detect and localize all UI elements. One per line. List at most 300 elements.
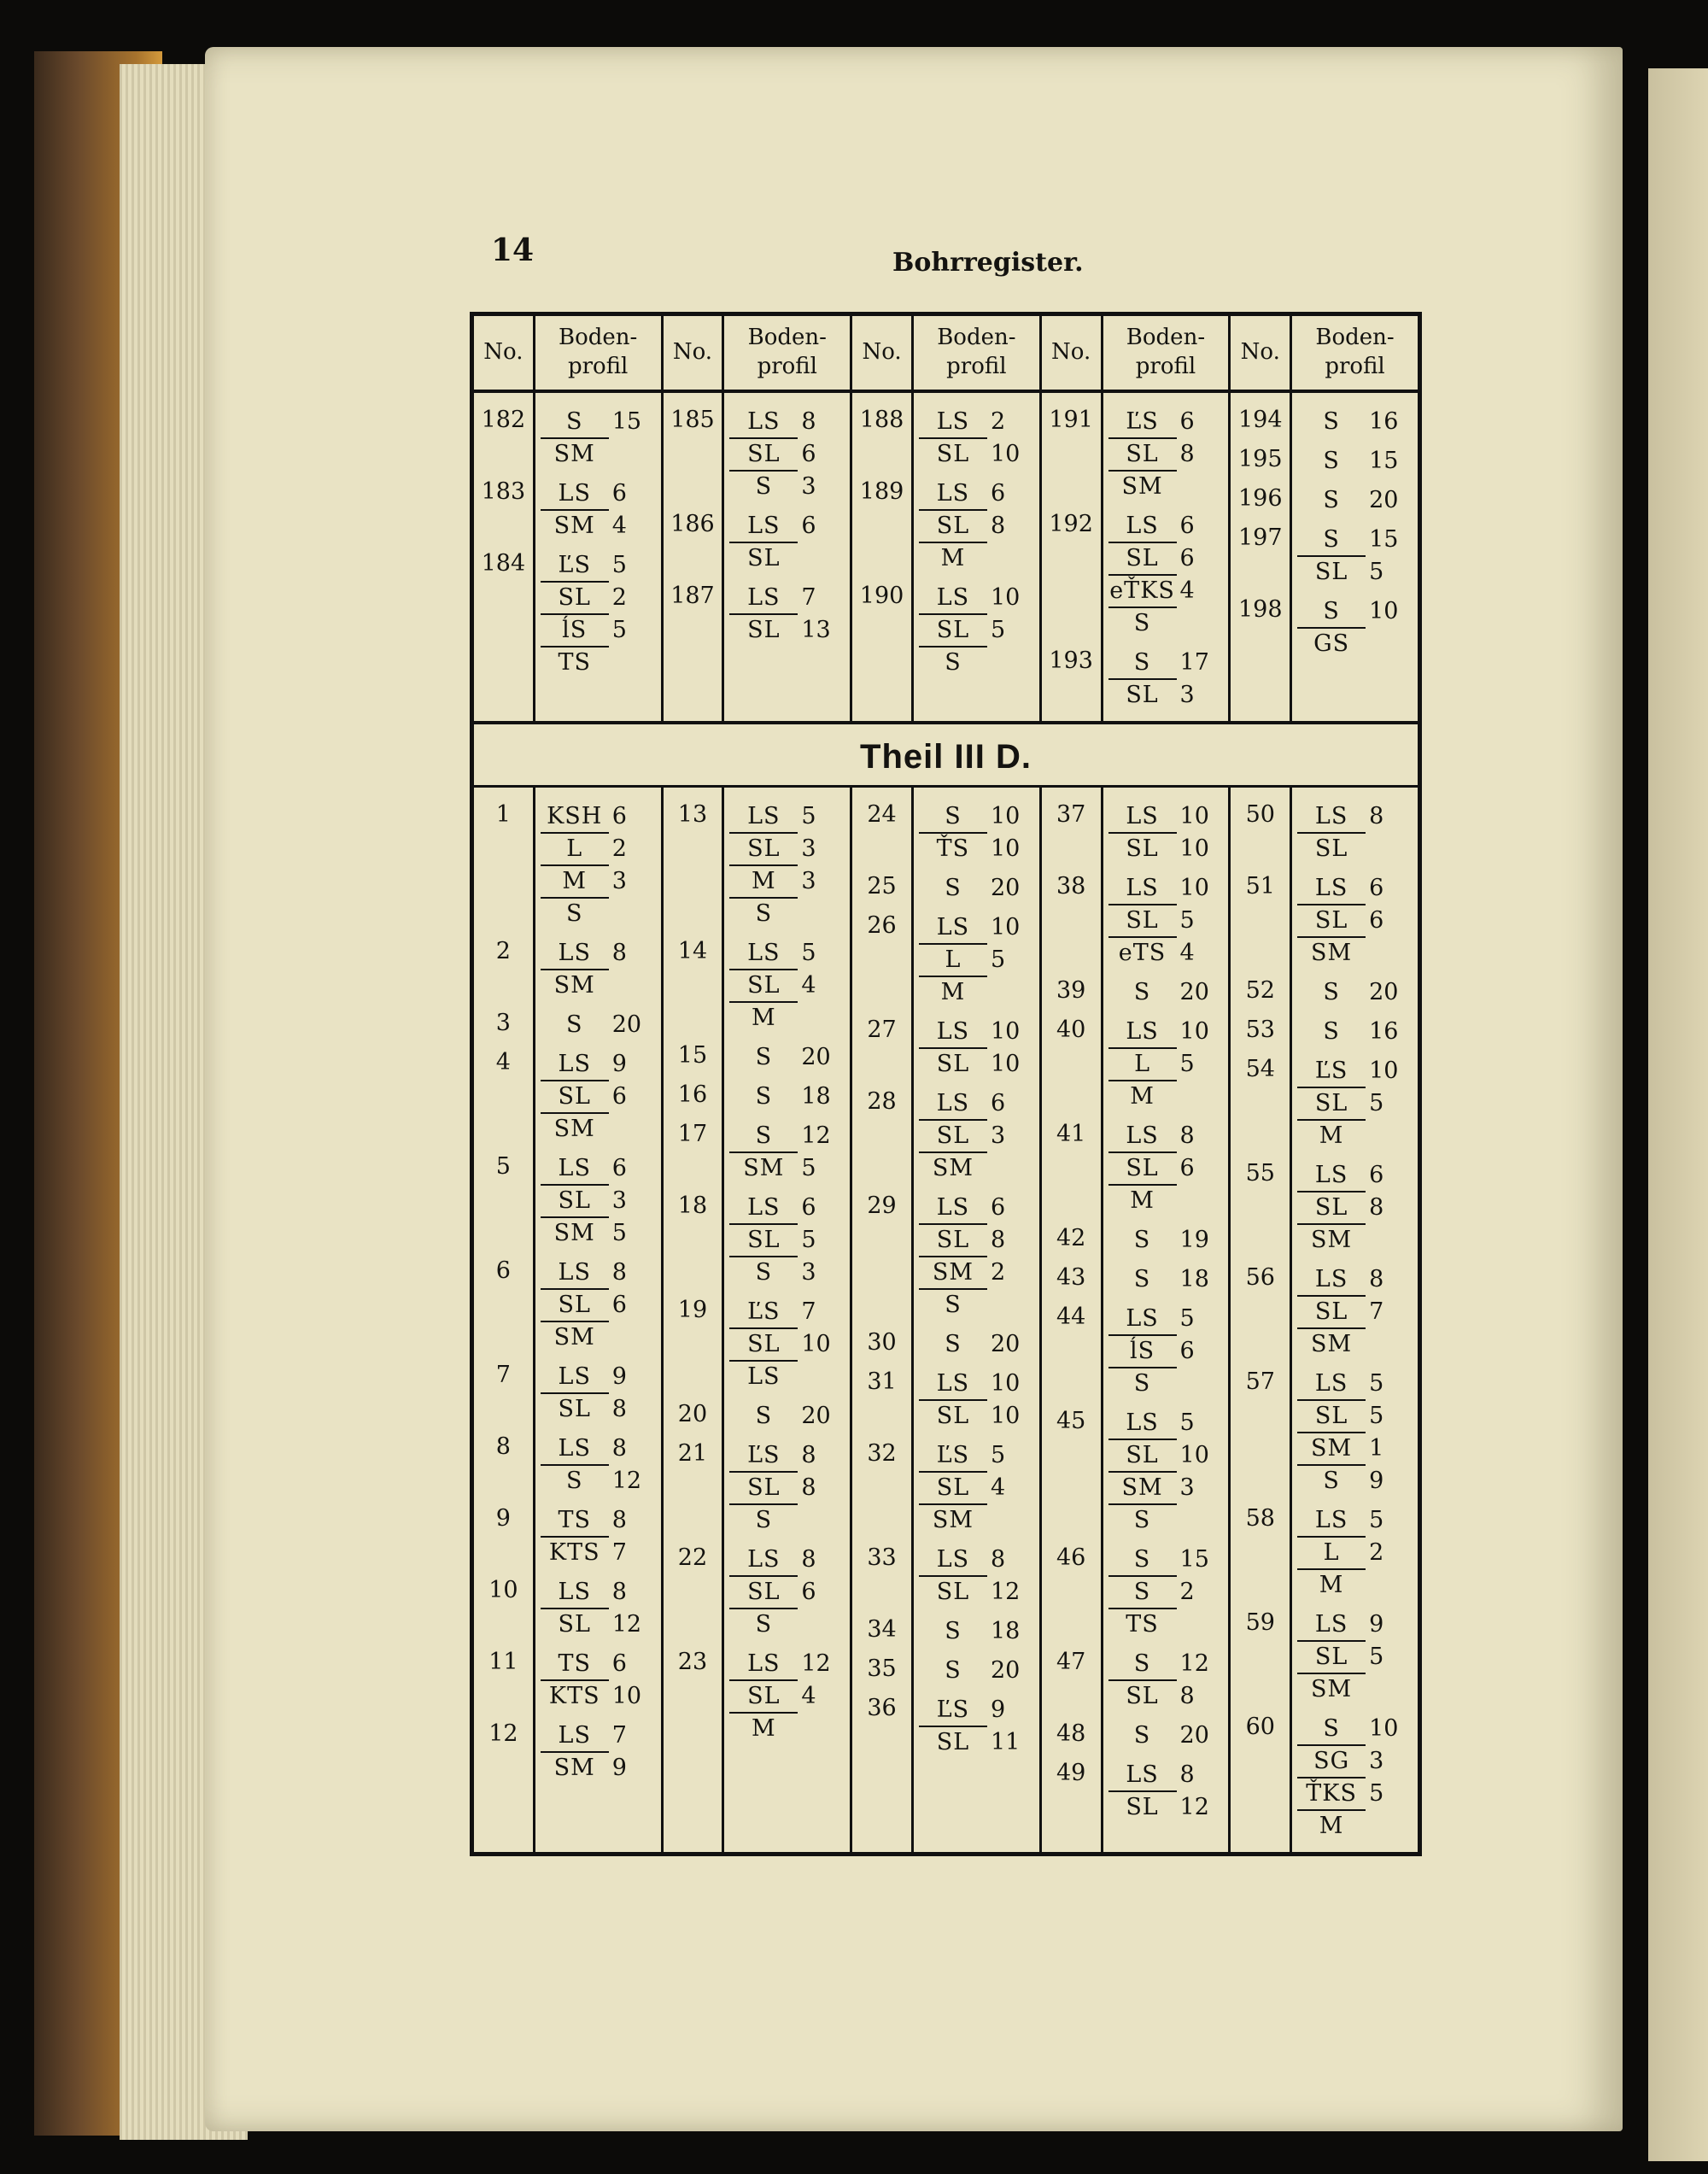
profile-entry xyxy=(1108,648,1224,712)
layer-label: LS xyxy=(919,1017,987,1049)
profile-entry xyxy=(919,873,1034,905)
entry-number: 17 xyxy=(677,1121,708,1147)
layer-thickness: 5 xyxy=(801,803,816,829)
entry-number: 186 xyxy=(670,511,715,537)
layer-thickness: 8 xyxy=(801,408,816,435)
layer-label: SL xyxy=(1108,1153,1177,1186)
layer-thickness: 2 xyxy=(990,408,1006,435)
layer-label: ŤS xyxy=(936,835,970,862)
profile-line xyxy=(729,1505,845,1538)
section-title-row xyxy=(472,723,1420,787)
layer-thickness: 3 xyxy=(1179,682,1195,708)
profile-line xyxy=(919,648,1034,680)
layer-label: ĺS xyxy=(541,615,609,648)
layer-label: M xyxy=(541,866,609,899)
entry-number: 58 xyxy=(1245,1505,1275,1532)
entry-number-block xyxy=(1236,407,1284,439)
layer-label: S xyxy=(1323,487,1340,513)
profile-line xyxy=(919,1505,1034,1538)
layer-thickness: 8 xyxy=(611,1396,627,1422)
entry-gap xyxy=(857,1609,906,1616)
entry-gap xyxy=(1047,1401,1096,1408)
layer-thickness: 10 xyxy=(1369,1058,1399,1084)
profile-line xyxy=(919,1088,1034,1121)
layer-thickness: 6 xyxy=(1179,545,1195,571)
profile-line xyxy=(541,407,656,439)
layer-label: ĽS xyxy=(1297,1056,1366,1088)
layer-label: TS xyxy=(558,649,591,676)
entry-gap xyxy=(1108,641,1224,648)
entry-gap xyxy=(1297,439,1413,446)
layer-label: LS xyxy=(729,407,798,439)
layer-label: SM xyxy=(1311,1331,1353,1357)
layer-thickness: 11 xyxy=(990,1729,1021,1755)
profile-line xyxy=(919,945,1034,977)
entry-number: 191 xyxy=(1049,407,1093,433)
layer-label: LS xyxy=(1108,873,1177,905)
profile-entry xyxy=(1297,1609,1413,1707)
layer-label: LS xyxy=(919,583,987,615)
entry-number-block xyxy=(857,1017,906,1081)
layer-label: SM xyxy=(553,1116,595,1142)
entry-gap xyxy=(1297,866,1413,873)
entry-number: 50 xyxy=(1245,801,1275,828)
layer-label: SM xyxy=(553,1324,595,1351)
profile-line xyxy=(1108,1577,1224,1609)
entry-gap xyxy=(919,866,1034,873)
entry-number-block xyxy=(857,801,906,866)
layer-thickness: 8 xyxy=(1179,1683,1195,1709)
entry-number: 193 xyxy=(1049,648,1093,674)
layer-label: M xyxy=(752,1005,776,1031)
profile-line xyxy=(1297,1433,1413,1466)
entry-number-block xyxy=(669,1401,717,1433)
layer-label: M xyxy=(1130,1187,1155,1214)
entry-number: 5 xyxy=(495,1153,511,1180)
profile-line xyxy=(1297,1811,1413,1843)
entry-number-block xyxy=(479,1505,528,1570)
profile-entry xyxy=(541,1010,656,1042)
layer-label: LS xyxy=(541,1049,609,1081)
layer-label: S xyxy=(1297,596,1366,629)
no-column xyxy=(851,787,913,1855)
layer-label: ĽS xyxy=(729,1297,798,1329)
profile-entry xyxy=(541,478,656,543)
entry-number-block xyxy=(1047,1544,1096,1642)
no-column xyxy=(472,391,535,723)
profile-line xyxy=(729,1577,845,1609)
layer-thickness: 8 xyxy=(801,1546,816,1573)
entry-number: 20 xyxy=(677,1401,708,1427)
layer-label: SL xyxy=(1314,559,1348,585)
entry-gap xyxy=(919,576,1034,583)
layer-label: SL xyxy=(1297,905,1366,938)
profile-line xyxy=(541,1081,656,1114)
profile-line xyxy=(729,834,845,866)
entry-number-block xyxy=(1047,1304,1096,1401)
entry-gap xyxy=(541,472,656,478)
entry-number-block xyxy=(1047,1720,1096,1753)
profile-entry xyxy=(919,1329,1034,1362)
entry-number: 25 xyxy=(867,873,897,899)
profile-entry xyxy=(541,1720,656,1785)
profile-line xyxy=(541,1649,656,1681)
entry-gap xyxy=(1297,1362,1413,1368)
entry-number: 40 xyxy=(1056,1017,1086,1043)
profile-line xyxy=(729,543,845,576)
entry-gap xyxy=(1047,1538,1096,1544)
layer-label: LS xyxy=(1297,801,1366,834)
entry-gap xyxy=(919,1688,1034,1695)
entry-number-block xyxy=(1047,648,1096,712)
profile-line xyxy=(919,478,1034,511)
entry-gap xyxy=(1236,518,1284,524)
header-no: No. xyxy=(472,314,535,392)
profile-line xyxy=(1297,977,1413,1010)
entry-gap xyxy=(1108,1753,1224,1760)
layer-label: S xyxy=(1323,408,1340,435)
entry-gap xyxy=(919,1362,1034,1368)
profile-line xyxy=(541,1153,656,1186)
layer-label: S xyxy=(1133,610,1151,636)
profile-entry xyxy=(1297,1714,1413,1843)
entry-number-block xyxy=(857,1616,906,1649)
layer-label: SL xyxy=(936,1051,970,1077)
profile-entry xyxy=(541,1433,656,1498)
layer-label: S xyxy=(1297,524,1366,557)
profile-line xyxy=(1297,938,1413,970)
layer-thickness: 1 xyxy=(1369,1435,1384,1462)
profile-line xyxy=(541,1753,656,1785)
entry-gap xyxy=(1236,439,1284,446)
entry-gap xyxy=(479,543,528,550)
layer-label: SM xyxy=(553,441,595,467)
entry-gap xyxy=(479,1146,528,1153)
profile-line xyxy=(729,938,845,970)
layer-thickness: 4 xyxy=(611,513,627,539)
entry-number: 198 xyxy=(1237,596,1283,623)
layer-thickness: 5 xyxy=(1369,1644,1384,1670)
layer-label: S xyxy=(1108,648,1177,680)
entry-gap xyxy=(1047,504,1096,511)
layer-thickness: 8 xyxy=(990,513,1006,539)
layer-thickness: 6 xyxy=(1369,907,1384,934)
header-profile-line1: Boden- xyxy=(1126,325,1206,350)
entry-number-block xyxy=(1047,407,1096,504)
profile-entry xyxy=(1108,511,1224,641)
entry-gap xyxy=(919,1433,1034,1440)
layer-thickness: 17 xyxy=(1179,649,1209,676)
layer-label: SL xyxy=(919,1225,987,1257)
layer-label: S xyxy=(1323,448,1340,474)
layer-label: S xyxy=(1297,1714,1366,1746)
layer-label: S xyxy=(1108,1649,1177,1681)
entry-number: 18 xyxy=(677,1192,708,1219)
entry-number-block xyxy=(857,407,906,472)
entry-number-block xyxy=(1236,1609,1284,1707)
layer-label: TS xyxy=(541,1505,609,1538)
layer-label: SM xyxy=(932,1507,974,1533)
profile-entry xyxy=(1297,801,1413,866)
layer-thickness: 5 xyxy=(1179,1409,1195,1436)
entry-gap xyxy=(479,1498,528,1505)
entry-number: 24 xyxy=(867,801,897,828)
entry-gap xyxy=(729,931,845,938)
entry-number: 21 xyxy=(677,1440,708,1467)
entry-number-block xyxy=(1047,1225,1096,1257)
profile-column xyxy=(1291,391,1420,723)
profile-line xyxy=(919,1329,1034,1362)
layer-thickness: 7 xyxy=(611,1722,627,1749)
layer-thickness: 10 xyxy=(1369,598,1399,624)
entry-gap xyxy=(857,1362,906,1368)
entry-number: 183 xyxy=(481,478,526,505)
profile-entry xyxy=(541,1649,656,1714)
profile-line xyxy=(1297,1642,1413,1674)
profile-line xyxy=(1108,801,1224,834)
profile-entry xyxy=(1108,1225,1224,1257)
entry-number: 36 xyxy=(867,1695,897,1721)
layer-label: LS xyxy=(1108,1304,1177,1336)
entry-gap xyxy=(857,866,906,873)
entry-number: 27 xyxy=(867,1017,897,1043)
entry-number-block xyxy=(669,1440,717,1538)
entry-number-block xyxy=(857,1192,906,1322)
entry-number: 6 xyxy=(495,1257,511,1284)
entry-number-block xyxy=(479,1649,528,1714)
profile-line xyxy=(541,1257,656,1290)
layer-thickness: 12 xyxy=(1179,1650,1209,1677)
layer-thickness: 10 xyxy=(990,1018,1021,1045)
entry-number: 195 xyxy=(1237,446,1283,472)
entry-number-block xyxy=(1236,1714,1284,1843)
layer-thickness: 3 xyxy=(611,1187,627,1214)
profile-line xyxy=(1297,1714,1413,1746)
entry-number: 15 xyxy=(677,1042,708,1069)
profile-line xyxy=(1297,1401,1413,1433)
profile-line xyxy=(729,1544,845,1577)
layer-thickness: 12 xyxy=(801,1122,831,1149)
entry-gap xyxy=(1236,1498,1284,1505)
profile-line xyxy=(729,866,845,899)
entry-gap xyxy=(541,1714,656,1720)
entry-gap xyxy=(1108,1401,1224,1408)
entry-number-block xyxy=(857,1440,906,1538)
profile-entry xyxy=(1108,1121,1224,1218)
profile-line xyxy=(1297,1017,1413,1049)
profile-entry xyxy=(1108,407,1224,504)
profile-entry xyxy=(1108,1649,1224,1714)
layer-thickness: 6 xyxy=(611,1292,627,1318)
entry-number: 47 xyxy=(1056,1649,1086,1675)
entry-gap xyxy=(857,1538,906,1544)
layer-label: LS xyxy=(1297,873,1366,905)
layer-thickness: 18 xyxy=(801,1083,831,1110)
layer-thickness: 8 xyxy=(1179,1122,1195,1149)
layer-label: eTS xyxy=(1118,940,1167,966)
entry-gap xyxy=(479,1251,528,1257)
header-no: No. xyxy=(662,314,723,392)
layer-label: LS xyxy=(919,912,987,945)
layer-label: S xyxy=(945,649,962,676)
profile-line xyxy=(729,1609,845,1642)
entry-gap xyxy=(1236,1362,1284,1368)
entry-gap xyxy=(669,1290,717,1297)
profile-line xyxy=(541,834,656,866)
layer-thickness: 7 xyxy=(801,584,816,611)
entry-number: 182 xyxy=(481,407,526,433)
profile-line xyxy=(1297,1368,1413,1401)
layer-thickness: 2 xyxy=(611,584,627,611)
profile-line xyxy=(729,1440,845,1473)
profile-line xyxy=(1108,873,1224,905)
entry-gap xyxy=(1047,1714,1096,1720)
profile-line xyxy=(919,834,1034,866)
profile-line xyxy=(729,801,845,834)
layer-label: M xyxy=(940,979,966,1005)
profile-line xyxy=(541,550,656,583)
layer-label: S xyxy=(945,1292,962,1318)
profile-line xyxy=(729,1473,845,1505)
profile-line xyxy=(1108,1505,1224,1538)
entry-gap xyxy=(541,931,656,938)
layer-label: SL xyxy=(729,1577,798,1609)
profile-line xyxy=(1297,1609,1413,1642)
profile-entry xyxy=(1297,446,1413,478)
profile-line xyxy=(1297,446,1413,478)
entry-gap xyxy=(1297,478,1413,485)
entry-gap xyxy=(1297,1707,1413,1714)
profile-line xyxy=(729,1121,845,1153)
layer-label: LS xyxy=(541,1577,609,1609)
layer-label: SM xyxy=(553,513,595,539)
profile-line xyxy=(1108,407,1224,439)
entry-number: 197 xyxy=(1237,524,1283,551)
entry-number-block xyxy=(857,478,906,576)
entry-gap xyxy=(919,1538,1034,1544)
entry-gap xyxy=(1297,970,1413,977)
facing-page-edge xyxy=(1648,68,1708,2161)
entry-number-block xyxy=(1236,524,1284,589)
layer-thickness: 8 xyxy=(1179,1761,1195,1788)
profile-line xyxy=(919,1121,1034,1153)
profile-line xyxy=(919,1290,1034,1322)
layer-label: LS xyxy=(729,1544,798,1577)
layer-label: S xyxy=(919,801,987,834)
entry-number-block xyxy=(669,407,717,504)
entry-gap xyxy=(729,1186,845,1192)
profile-line xyxy=(729,1081,845,1114)
layer-label: SM xyxy=(553,972,595,999)
entry-gap xyxy=(669,931,717,938)
entry-number-block xyxy=(669,1042,717,1075)
layer-thickness: 3 xyxy=(1179,1474,1195,1501)
layer-label: LS xyxy=(1297,1368,1366,1401)
layer-thickness: 10 xyxy=(990,803,1021,829)
profile-entry xyxy=(729,801,845,931)
entry-number-block xyxy=(479,1257,528,1355)
entry-gap xyxy=(1297,1257,1413,1264)
entry-gap xyxy=(669,1035,717,1042)
layer-label: ĽS xyxy=(541,550,609,583)
layer-thickness: 8 xyxy=(1179,441,1195,467)
profile-line xyxy=(1108,1544,1224,1577)
entry-number-block xyxy=(1236,1505,1284,1603)
profile-line xyxy=(1108,648,1224,680)
profile-entry xyxy=(1108,1017,1224,1114)
header-profile-line1: Boden- xyxy=(559,325,638,350)
profile-line xyxy=(1297,905,1413,938)
layer-thickness: 10 xyxy=(801,1331,831,1357)
entry-gap xyxy=(857,1433,906,1440)
layer-label: TS xyxy=(1126,1611,1159,1638)
entry-number: 19 xyxy=(677,1297,708,1323)
entry-gap xyxy=(729,1642,845,1649)
profile-entry xyxy=(919,1655,1034,1688)
entry-gap xyxy=(729,1538,845,1544)
layer-thickness: 12 xyxy=(611,1468,642,1494)
profile-column xyxy=(723,787,851,1855)
profile-line xyxy=(1108,938,1224,970)
layer-thickness: 8 xyxy=(801,1474,816,1501)
entry-number-block xyxy=(1236,1017,1284,1049)
profile-line xyxy=(1108,1336,1224,1368)
entry-number: 41 xyxy=(1056,1121,1086,1147)
entry-number: 32 xyxy=(867,1440,897,1467)
entry-number: 9 xyxy=(495,1505,511,1532)
header-profile-line2: profil xyxy=(946,354,1007,379)
layer-label: M xyxy=(729,866,798,899)
profile-line xyxy=(919,1544,1034,1577)
layer-label: SM xyxy=(919,1257,987,1290)
profile-line xyxy=(919,543,1034,576)
entry-number-block xyxy=(669,1192,717,1290)
bottom-block-row xyxy=(472,787,1420,1855)
layer-thickness: 8 xyxy=(801,1442,816,1468)
profile-entry xyxy=(1297,1264,1413,1362)
layer-label: LS xyxy=(1297,1264,1366,1297)
profile-line xyxy=(919,583,1034,615)
entry-number: 14 xyxy=(677,938,708,964)
profile-line xyxy=(541,1394,656,1427)
layer-label: SL xyxy=(1108,439,1177,472)
entry-gap xyxy=(729,1290,845,1297)
layer-label: LS xyxy=(729,1192,798,1225)
entry-gap xyxy=(1236,970,1284,977)
layer-label: LS xyxy=(541,1153,609,1186)
layer-label: KSH xyxy=(541,801,609,834)
header-profile xyxy=(534,314,662,392)
layer-thickness: 6 xyxy=(801,441,816,467)
layer-label: ŤKS xyxy=(1297,1778,1366,1811)
profile-line xyxy=(729,472,845,504)
layer-thickness: 6 xyxy=(1179,1155,1195,1181)
profile-line xyxy=(1108,1081,1224,1114)
layer-label: S xyxy=(755,1611,773,1638)
entry-number-block xyxy=(1047,1264,1096,1297)
entry-number-block xyxy=(479,1153,528,1251)
layer-label: SL xyxy=(1108,905,1177,938)
layer-label: LS xyxy=(919,478,987,511)
layer-label: LS xyxy=(1108,1017,1177,1049)
profile-line xyxy=(1297,1674,1413,1707)
entry-number: 59 xyxy=(1245,1609,1275,1636)
layer-label: S xyxy=(945,1331,962,1357)
profile-entry xyxy=(541,1362,656,1427)
entry-gap xyxy=(1108,1297,1224,1304)
layer-thickness: 5 xyxy=(801,1227,816,1253)
entry-gap xyxy=(479,1042,528,1049)
